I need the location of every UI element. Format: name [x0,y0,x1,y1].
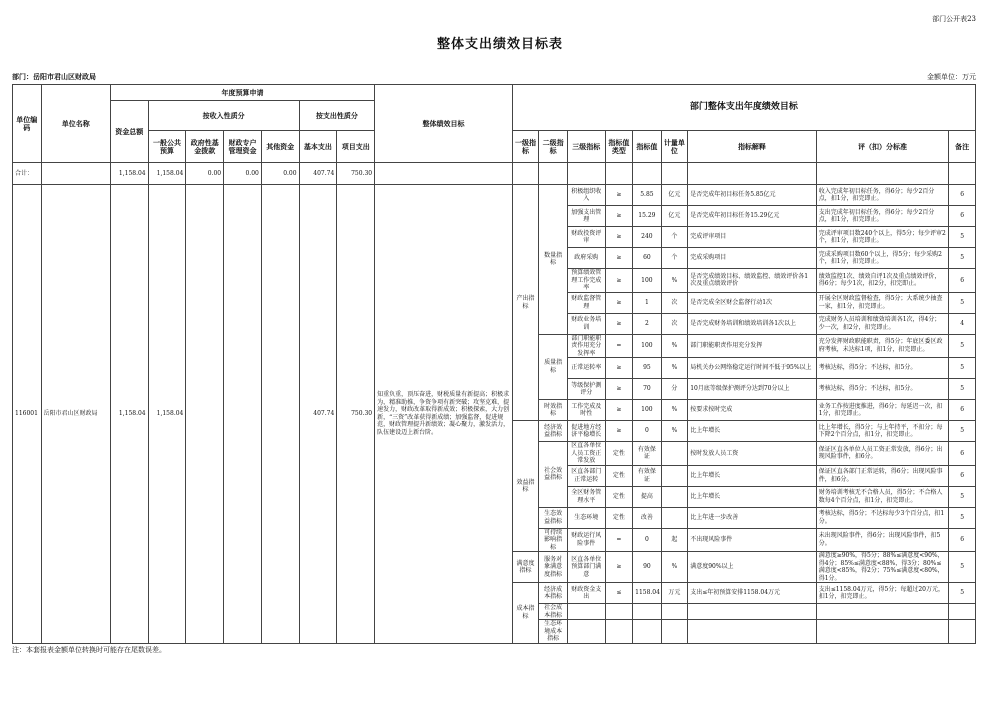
indicator-scoring: 保证区直各部门正常运转，得6分；出现风险事件，扣6分。 [816,465,949,486]
indicator-value: 1 [633,292,662,313]
indicator-scoring: 业务工作按进度推进，得6分；每延迟一次，扣1分，扣完即止。 [816,400,949,421]
indicator-unit [661,604,688,620]
indicator-remark: 5 [949,507,976,528]
indicator-remark: 6 [949,442,976,466]
indicator-value: 1158.04 [633,583,662,604]
indicator-name: 部门职能职责作用充分发挥率 [567,334,605,358]
amount-unit-label: 金额单位：万元 [927,73,976,81]
indicator-remark: 5 [949,583,976,604]
header-budget-apply: 年度预算申请 [110,85,374,101]
indicator-unit [661,442,688,466]
header-lv2: 二级指标 [539,131,568,163]
indicator-remark: 6 [949,528,976,552]
indicator-unit: % [661,421,688,442]
indicator-value: 100 [633,334,662,358]
indicator-value: 改善 [633,507,662,528]
indicator-scoring: 开展全区财政监督检查，得5分；大系统少抽查一家，扣1分，扣完即止。 [816,292,949,313]
indicator-lv1: 效益指标 [512,421,539,552]
indicator-value: 240 [633,227,662,248]
indicator-lv1: 产出指标 [512,185,539,421]
indicator-value: 60 [633,248,662,269]
indicator-scoring: 保证区直各单位人员工资正常发放，得6分；出现风险事件，扣6分。 [816,442,949,466]
indicator-explain: 比上年增长 [688,421,817,442]
indicator-lv2: 经济效益指标 [539,421,568,442]
indicator-remark: 5 [949,379,976,400]
indicator-unit: 次 [661,313,688,334]
performance-goal-table [12,84,976,644]
unit-code: 116001 [13,185,42,644]
indicator-type: ≥ [605,379,633,400]
header-special: 财政专户管理资金 [224,131,262,163]
header-overall-goal: 整体绩效目标 [375,85,513,163]
unit-gov-fund [186,185,224,644]
indicator-type: ≥ [605,292,633,313]
header-other: 其他资金 [261,131,299,163]
indicator-remark [949,620,976,644]
indicator-name: 全区财务管理水平 [567,486,605,507]
indicator-type: ≥ [605,313,633,334]
indicator-scoring: 完成评审项目数240个以上，得5分；每少评审2个，扣1分，扣完即止。 [816,227,949,248]
indicator-name [567,604,605,620]
header-basic: 基本支出 [299,131,337,163]
indicator-unit: % [661,552,688,583]
indicator-name: 财政资金支出 [567,583,605,604]
indicator-scoring: 比上年增长，得5分；与上年持平，不扣分；每下降2个百分点，扣1分，扣完即止。 [816,421,949,442]
indicator-scoring: 考核达标，得5分；不达标，扣5分。 [816,379,949,400]
indicator-scoring: 充分发挥财政职能职责，得5分；年底区委区政府考核，未达标1项，扣1分，扣完即止。 [816,334,949,358]
indicator-unit: 个 [661,227,688,248]
total-row [13,163,976,185]
indicator-value: 70 [633,379,662,400]
indicator-type: 定性 [605,442,633,466]
indicator-lv2: 服务对象满意度指标 [539,552,568,583]
total-general: 1,158.04 [148,163,186,185]
indicator-remark: 6 [949,185,976,206]
total-label: 合计： [13,163,42,185]
indicator-value: 2 [633,313,662,334]
indicator-lv2: 经济成本指标 [539,583,568,604]
indicator-explain: 是否完成年初目标任务15.29亿元 [688,206,817,227]
indicator-value: 提高 [633,486,662,507]
indicator-name: 预算绩效管理工作完成率 [567,269,605,293]
indicator-type: ≥ [605,552,633,583]
indicator-name: 积极组织收入 [567,185,605,206]
indicator-type: ≥ [605,269,633,293]
indicator-remark: 5 [949,486,976,507]
indicator-value: 有效保证 [633,465,662,486]
footnote: 注：本套报表金额单位转换时可能存在尾数误差。 [12,646,166,654]
header-scoring: 评（扣）分标准 [816,131,949,163]
indicator-value: 95 [633,358,662,379]
indicator-value: 5.85 [633,185,662,206]
indicator-explain: 比上年增长 [688,465,817,486]
unit-special [224,185,262,644]
total-basic: 407.74 [299,163,337,185]
indicator-lv2: 质量指标 [539,334,568,400]
indicator-unit [661,465,688,486]
header-project: 项目支出 [337,131,375,163]
total-project: 750.30 [337,163,375,185]
indicator-scoring: 完成财务人员培训和绩效培训各1次，得4分；少一次，扣2分，扣完即止。 [816,313,949,334]
department-label: 部门：岳阳市君山区财政局 [12,72,96,81]
indicator-scoring [816,620,949,644]
header-type: 指标值类型 [605,131,633,163]
header-lv1: 一级指标 [512,131,539,163]
indicator-scoring: 收入完成年初目标任务，得6分；每少2百分点，扣1分，扣完即止。 [816,185,949,206]
indicator-lv2: 生态效益指标 [539,507,568,528]
indicator-name: 财政运行风险事件 [567,528,605,552]
header-remark: 备注 [949,131,976,163]
indicator-explain: 局机关办公网络稳定运行时间不低于95%以上 [688,358,817,379]
indicator-name: 财政监督管理 [567,292,605,313]
indicator-name: 正常运转率 [567,358,605,379]
indicator-name: 生态环境 [567,507,605,528]
indicator-scoring [816,604,949,620]
indicator-explain: 是否完成全区财会监督行动1次 [688,292,817,313]
indicator-explain: 按要求按时完成 [688,400,817,421]
indicator-type: ≥ [605,248,633,269]
indicator-unit: 次 [661,292,688,313]
indicator-remark: 6 [949,206,976,227]
unit-project: 750.30 [337,185,375,644]
indicator-row [13,185,976,206]
unit-other [261,185,299,644]
indicator-unit [661,507,688,528]
header-unit: 计量单位 [661,131,688,163]
indicator-lv2: 可持续影响指标 [539,528,568,552]
indicator-unit [661,620,688,644]
indicator-type: ≥ [605,206,633,227]
indicator-remark: 5 [949,358,976,379]
indicator-name: 财政业务培训 [567,313,605,334]
unit-basic: 407.74 [299,185,337,644]
indicator-explain: 支出≤年初预算安排1158.04万元 [688,583,817,604]
indicator-scoring: 考核达标，得5分；不达标，扣5分。 [816,358,949,379]
indicator-explain: 比上年进一步改善 [688,507,817,528]
indicator-explain: 满意度90%以上 [688,552,817,583]
indicator-lv2: 数量指标 [539,185,568,335]
indicator-name: 促进地方经济平稳增长 [567,421,605,442]
header-by-expense: 按支出性质分 [299,101,375,131]
page-title: 整体支出绩效目标表 [436,37,563,52]
indicator-explain: 是否完成财务培训和绩效培训各1次以上 [688,313,817,334]
indicator-explain: 完成采购项目 [688,248,817,269]
indicator-value [633,620,662,644]
indicator-type: ≥ [605,185,633,206]
indicator-lv2: 生态环境成本指标 [539,620,568,644]
indicator-name: 区直各单位人员工资正常发放 [567,442,605,466]
indicator-value: 0 [633,528,662,552]
indicator-remark: 5 [949,292,976,313]
indicator-explain: 部门职能职责作用充分发挥 [688,334,817,358]
indicator-type: ≥ [605,227,633,248]
indicator-lv2: 社会效益指标 [539,442,568,508]
indicator-scoring: 满意度≥90%，得5分；88%≤满意度<90%，得4分；85%≤满意度<88%，得3分；80%≤满意度<85%，得2分；75%≤满意度<80%，得1分。 [816,552,949,583]
page-number: 部门公开表23 [932,15,976,23]
indicator-lv1: 成本指标 [512,583,539,644]
total-other: 0.00 [261,163,299,185]
indicator-explain: 比上年增长 [688,486,817,507]
indicator-type: ≥ [605,421,633,442]
indicator-unit: % [661,334,688,358]
header-explain: 指标解释 [688,131,817,163]
indicator-remark: 4 [949,313,976,334]
indicator-remark: 6 [949,400,976,421]
indicator-scoring: 财务培训考核无不合格人员，得5分；不合格人数每4个百分点，扣1分，扣完即止。 [816,486,949,507]
indicator-unit [661,486,688,507]
total-amount: 1,158.04 [110,163,148,185]
indicator-type [605,604,633,620]
indicator-scoring: 绩效监控1次、绩效自评1次及重点绩效评价，得6分；每少1次，扣2分，扣完即止。 [816,269,949,293]
header-value: 指标值 [633,131,662,163]
indicator-scoring: 考核达标，得5分；不达标每少3个百分点，扣1分。 [816,507,949,528]
indicator-unit: 万元 [661,583,688,604]
indicator-type [605,620,633,644]
indicator-value: 90 [633,552,662,583]
indicator-value: 100 [633,269,662,293]
header-lv3: 三级指标 [567,131,605,163]
unit-general: 1,158.04 [148,185,186,644]
header-dept-goal: 部门整体支出年度绩效目标 [512,85,975,131]
indicator-remark: 5 [949,421,976,442]
indicator-unit: 个 [661,248,688,269]
indicator-remark: 6 [949,269,976,293]
indicator-unit: 亿元 [661,185,688,206]
indicator-name: 区直各单位预算部门满意 [567,552,605,583]
indicator-remark: 5 [949,552,976,583]
indicator-type: = [605,334,633,358]
indicator-name: 等级保护测评分 [567,379,605,400]
indicator-value [633,604,662,620]
indicator-explain [688,604,817,620]
indicator-lv1: 满意度指标 [512,552,539,583]
indicator-remark: 5 [949,227,976,248]
indicator-scoring: 完成采购项目数60个以上，得5分；每少采购2个，扣1分，扣完即止。 [816,248,949,269]
indicator-value: 15.29 [633,206,662,227]
header-total: 资金总额 [110,101,148,163]
indicator-name: 加强支出管理 [567,206,605,227]
indicator-name: 政府采购 [567,248,605,269]
indicator-remark [949,604,976,620]
indicator-unit: % [661,400,688,421]
indicator-scoring: 支出≤1158.04万元，得5分；每超过20万元，扣1分，扣完即止。 [816,583,949,604]
indicator-type: = [605,528,633,552]
indicator-type: 定性 [605,486,633,507]
indicator-explain: 不出现风险事件 [688,528,817,552]
header-gov-fund: 政府性基金拨款 [186,131,224,163]
indicator-explain: 是否完成年初目标任务5.85亿元 [688,185,817,206]
total-gov-fund: 0.00 [186,163,224,185]
indicator-name: 工作完成及时性 [567,400,605,421]
indicator-unit: % [661,358,688,379]
indicator-name [567,620,605,644]
indicator-scoring: 支出完成年初目标任务，得6分；每少2百分点，扣1分，扣完即止。 [816,206,949,227]
header-unit-code: 单位编码 [13,85,42,163]
indicator-unit: 亿元 [661,206,688,227]
header-by-source: 按收入性质分 [148,101,299,131]
indicator-remark: 5 [949,248,976,269]
indicator-unit: % [661,269,688,293]
indicator-lv2: 社会成本指标 [539,604,568,620]
indicator-explain: 10月底等级保护测评分达到70分以上 [688,379,817,400]
indicator-lv2: 时效指标 [539,400,568,421]
indicator-explain: 按时发放人员工资 [688,442,817,466]
unit-total: 1,158.04 [110,185,148,644]
indicator-value: 有效保证 [633,442,662,466]
indicator-type: ≥ [605,358,633,379]
indicator-unit: 起 [661,528,688,552]
indicator-type: 定性 [605,465,633,486]
overall-goal-text: 知重负重，顶压奋进，财税质量有新提高；积极求为，精准助推，争资争项有新突破；攻坚克难，提速发力，财政改革取得新成效；积极探索，大力创新，“三资”改革获得新成绩；加强监督，促进规范，财政管理提升新绩效；凝心聚力，激发活力，队伍建设迈上新台阶。 [375,185,513,644]
indicator-name: 财政投资评审 [567,227,605,248]
total-special: 0.00 [224,163,262,185]
unit-name: 岳阳市君山区财政局 [41,185,110,644]
indicator-type: ≤ [605,583,633,604]
header-unit-name: 单位名称 [41,85,110,163]
indicator-explain: 是否完成绩效目标、绩效监控、绩效评价各1次及重点绩效评价 [688,269,817,293]
indicator-type: ≥ [605,400,633,421]
header-general: 一般公共预算 [148,131,186,163]
indicator-value: 100 [633,400,662,421]
indicator-remark: 5 [949,334,976,358]
indicator-explain: 完成评审项目 [688,227,817,248]
indicator-scoring: 未出现风险事件，得6分；出现风险事件，扣5分。 [816,528,949,552]
indicator-explain [688,620,817,644]
indicator-value: 0 [633,421,662,442]
indicator-unit: 分 [661,379,688,400]
indicator-remark: 6 [949,465,976,486]
indicator-type: 定性 [605,507,633,528]
indicator-name: 区直各部门正常运转 [567,465,605,486]
